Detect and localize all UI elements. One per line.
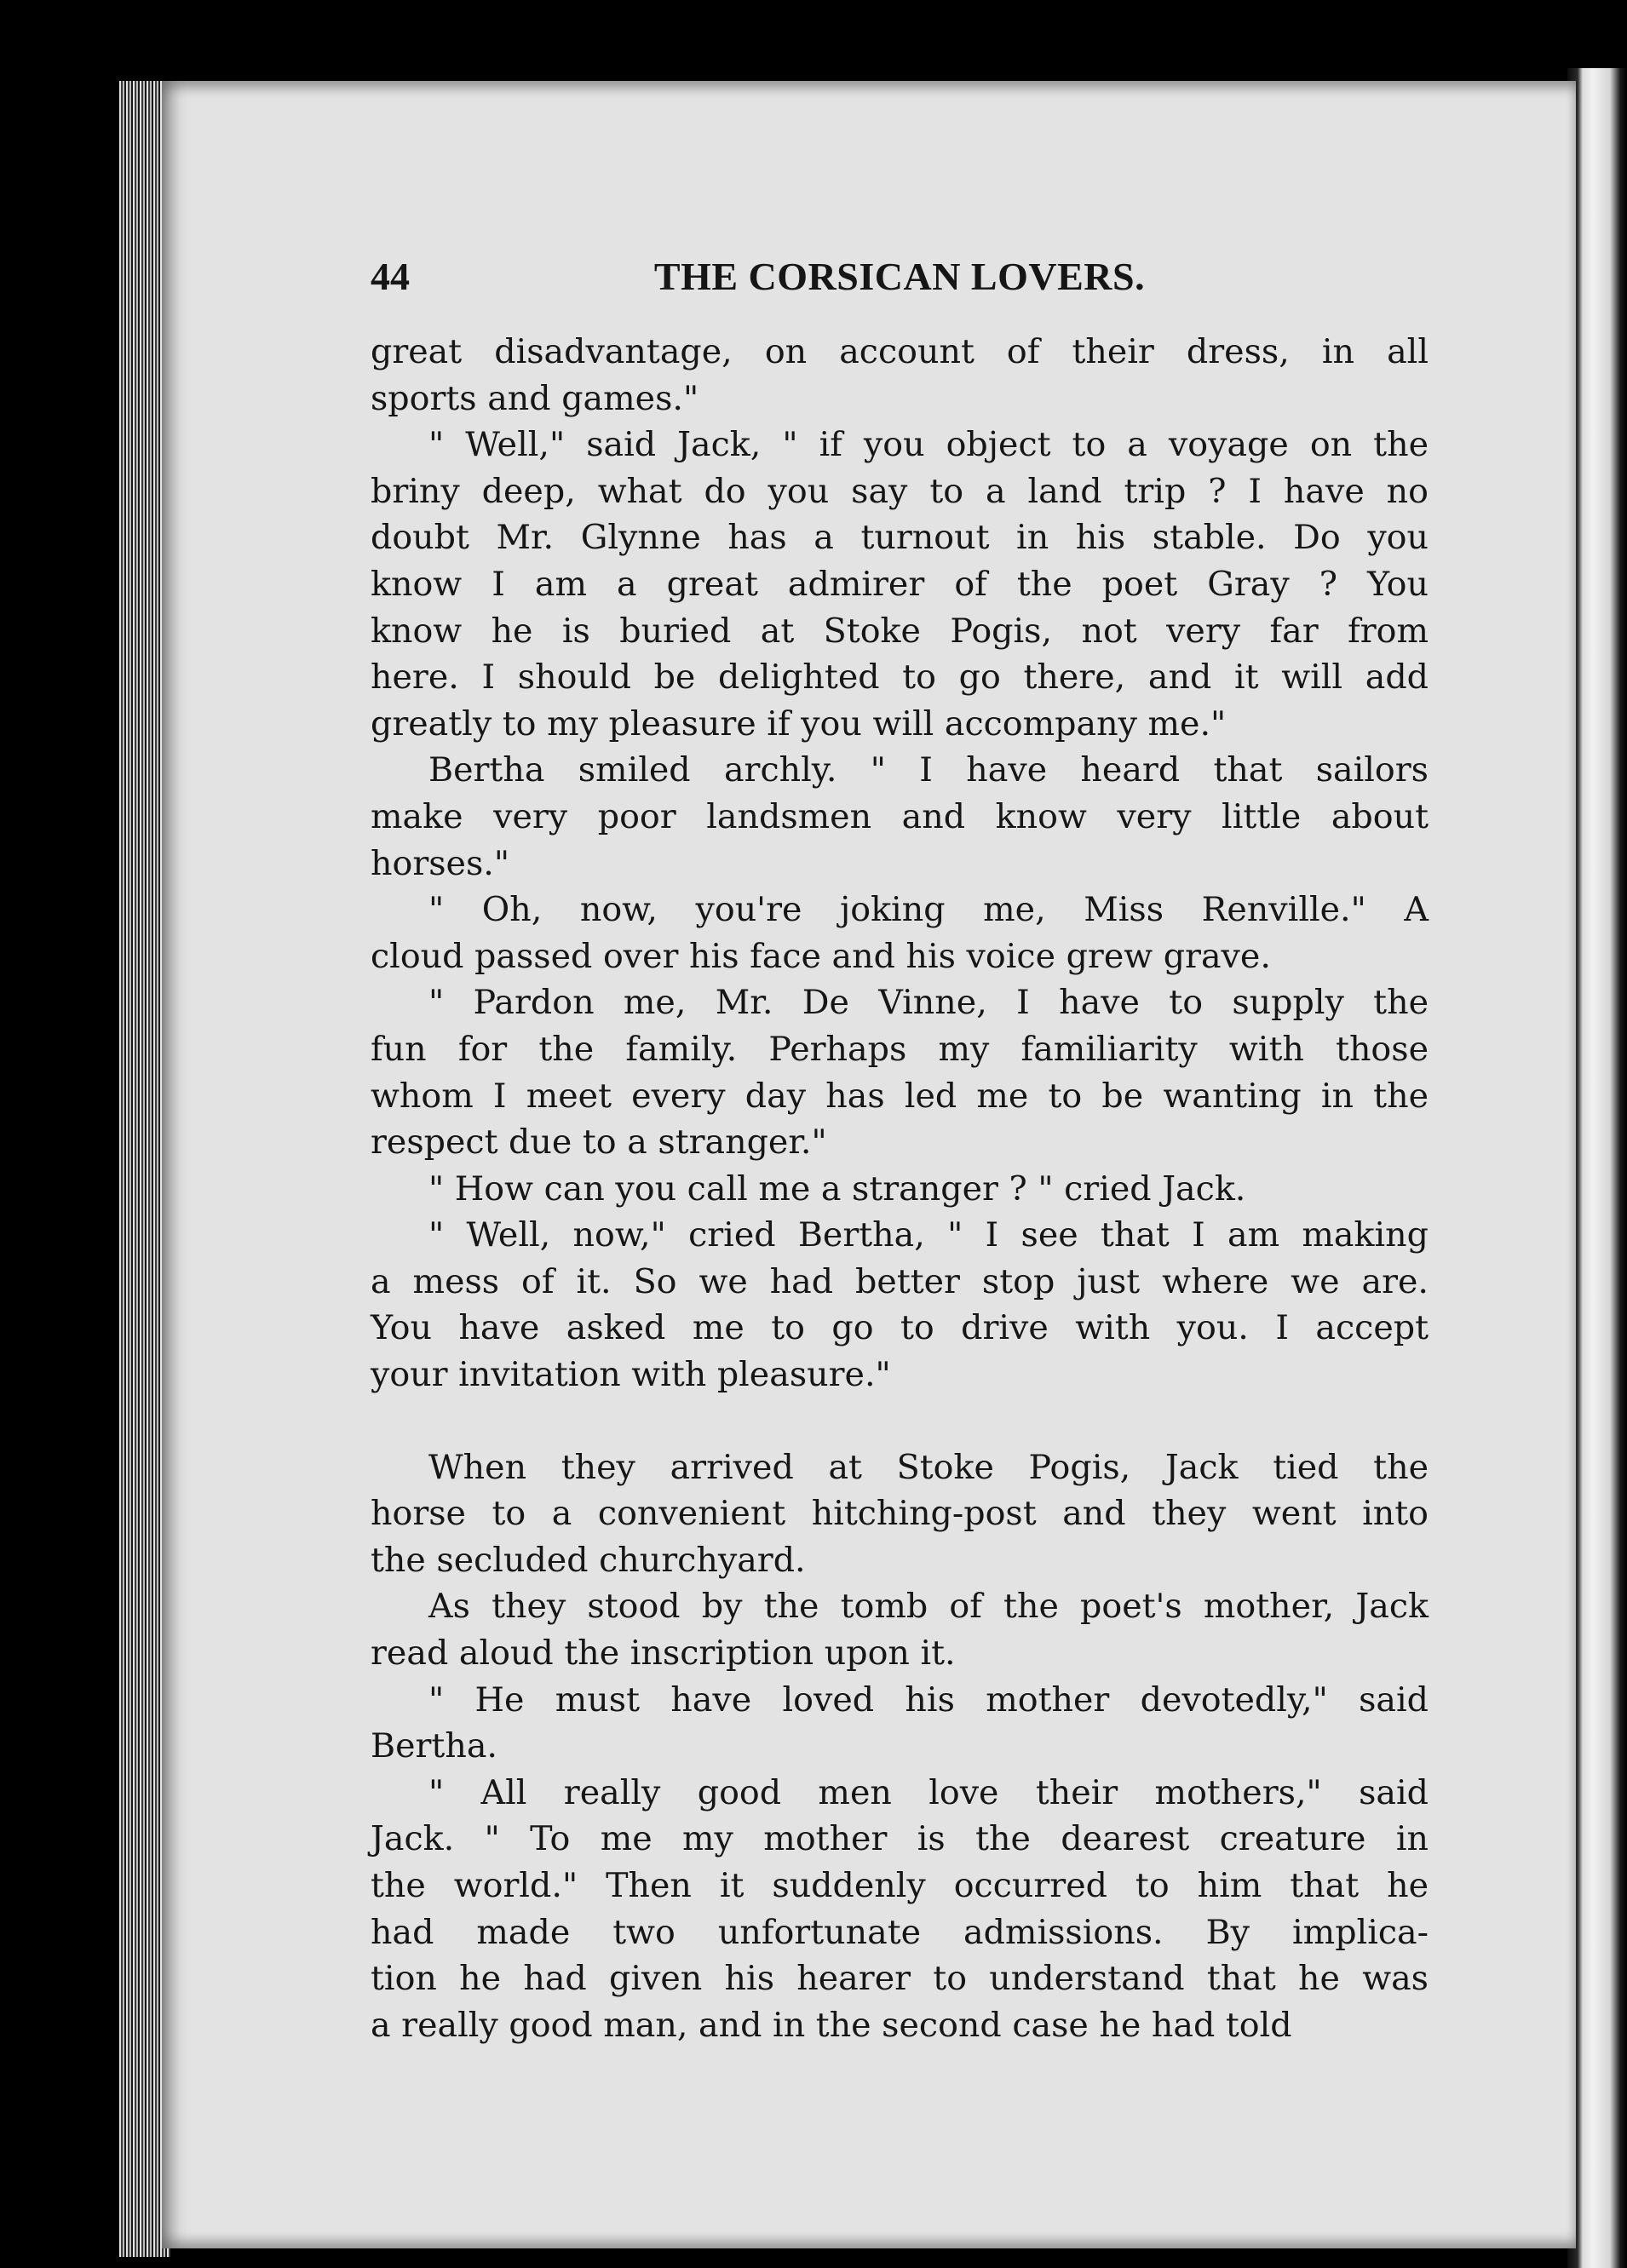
text-line: " How can you call me a stranger ? " cried Jack. — [428, 1168, 1246, 1209]
text-line: horses." — [371, 843, 510, 883]
text-line: the world." Then it suddenly occurred to him that he — [371, 1866, 1429, 1905]
text-line: You have asked me to go to drive with you. I accept — [371, 1308, 1429, 1348]
text-line: great disadvantage, on account of their dress, in all — [371, 332, 1429, 371]
section-break — [371, 1398, 1429, 1444]
book-spine-edge — [1567, 68, 1627, 2268]
running-title: THE CORSICAN LOVERS. — [653, 255, 1146, 298]
paragraph — [371, 979, 1429, 1165]
text-line: respect due to a stranger." — [371, 1123, 827, 1163]
text-line: When they arrived at Stoke Pogis, Jack tied the — [428, 1447, 1429, 1487]
text-line: Jack. " To me my mother is the dearest creature in — [371, 1819, 1429, 1859]
text-line: briny deep, what do you say to a land trip ? I have no — [371, 471, 1429, 511]
text-line: horse to a convenient hitching-post and they went into — [371, 1494, 1429, 1534]
page-number: 44 — [371, 255, 410, 298]
paragraph — [371, 1677, 1429, 1770]
paragraph — [371, 422, 1429, 747]
paragraph — [371, 747, 1429, 887]
paragraph — [371, 1770, 1429, 2049]
text-line: " He must have loved his mother devotedly," said — [428, 1679, 1429, 1720]
body-text-part-1 — [371, 329, 1429, 1398]
page-text-block — [371, 247, 1429, 2048]
paragraph — [371, 1212, 1429, 1398]
paragraph — [371, 1444, 1429, 1584]
text-line: tion he had given his hearer to understand that he was — [371, 1959, 1429, 1999]
paragraph — [371, 1166, 1429, 1213]
text-line: the secluded churchyard. — [371, 1540, 806, 1580]
text-line: here. I should be delighted to go there, and it will add — [371, 657, 1429, 698]
text-line: As they stood by the tomb of the poet's mother, Jack — [428, 1587, 1429, 1627]
text-line: Bertha. — [371, 1726, 497, 1766]
text-line: your invitation with pleasure." — [371, 1355, 891, 1395]
text-line: " Oh, now, you're joking me, Miss Renville." A — [428, 890, 1429, 930]
text-line: " All really good men love their mothers," said — [428, 1772, 1429, 1812]
text-line: Bertha smiled archly. " I have heard that sailors — [428, 750, 1429, 790]
text-line: fun for the family. Perhaps my familiarity with those — [371, 1029, 1429, 1069]
text-line: had made two unfortunate admissions. By implica- — [371, 1912, 1429, 1952]
text-line: know he is buried at Stoke Pogis, not very far from — [371, 611, 1429, 651]
paragraph — [371, 1583, 1429, 1676]
text-line: sports and games." — [371, 378, 699, 418]
text-line: " Well," said Jack, " if you object to a voyage on the — [428, 425, 1429, 465]
text-line: " Pardon me, Mr. De Vinne, I have to supply the — [428, 983, 1429, 1023]
paragraph — [371, 887, 1429, 979]
text-line: a mess of it. So we had better stop just where we are. — [371, 1261, 1429, 1301]
page-header — [371, 247, 1429, 329]
text-line: whom I meet every day has led me to be wanting in the — [371, 1076, 1429, 1116]
paragraph — [371, 329, 1429, 422]
text-line: know I am a great admirer of the poet Gray ? You — [371, 564, 1429, 604]
text-line: a really good man, and in the second case he had told — [371, 2005, 1292, 2045]
text-line: doubt Mr. Glynne has a turnout in his stable. Do you — [371, 518, 1429, 558]
text-line: read aloud the inscription upon it. — [371, 1634, 956, 1674]
body-text-part-2 — [371, 1444, 1429, 2049]
text-line: cloud passed over his face and his voice grew grave. — [371, 936, 1271, 976]
text-line: " Well, now," cried Bertha, " I see that I am making — [428, 1215, 1429, 1255]
text-line: make very poor landsmen and know very little about — [371, 796, 1429, 836]
text-line: greatly to my pleasure if you will accompany me." — [371, 703, 1227, 744]
